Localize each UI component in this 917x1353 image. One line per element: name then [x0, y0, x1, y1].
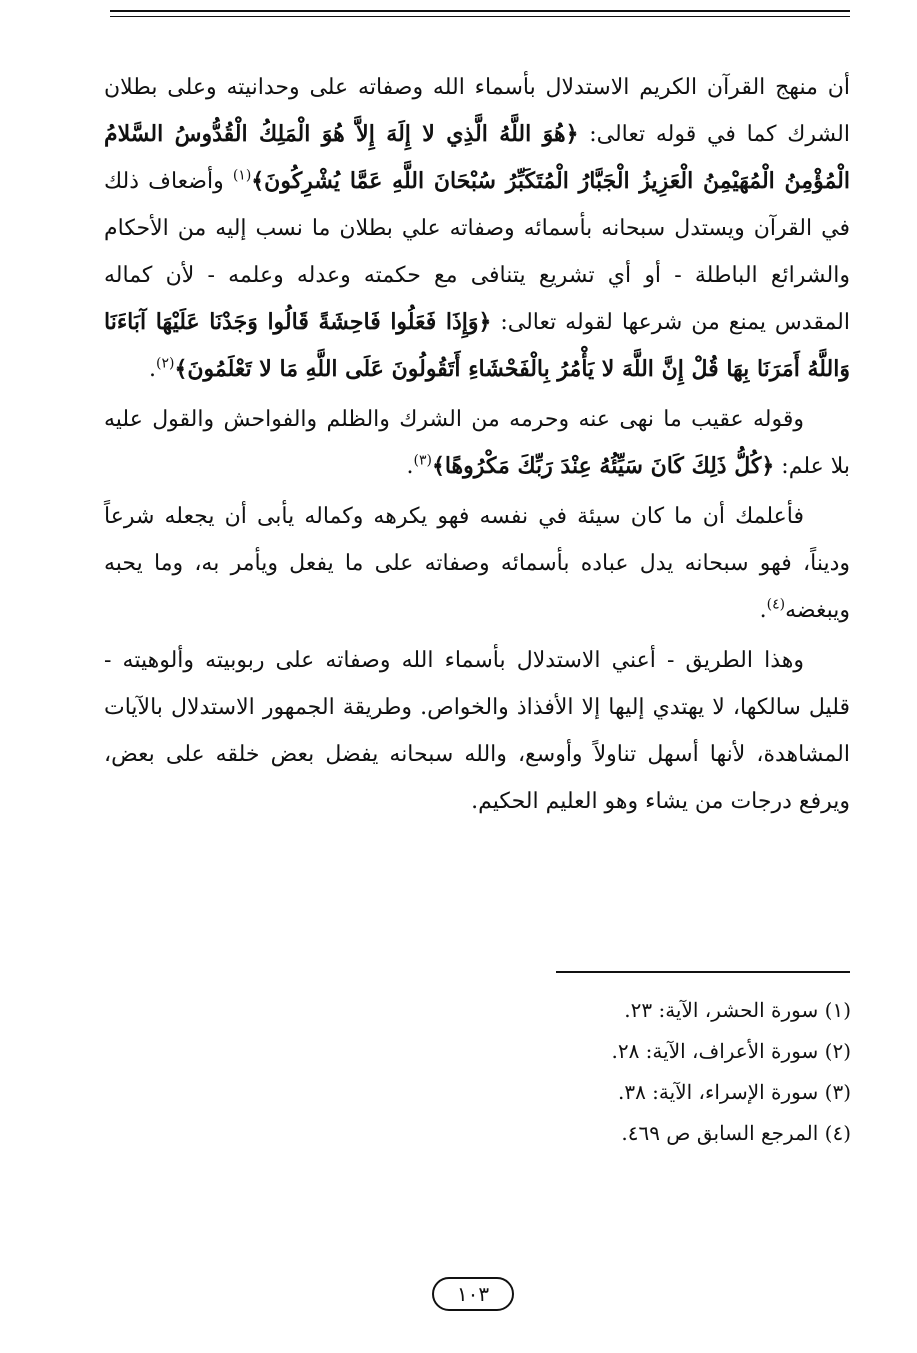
paragraph-text: .: [406, 454, 414, 479]
footnote-4: (٤) المرجع السابق ص ٤٦٩.: [621, 1121, 851, 1145]
footnote-marker: (١): [232, 167, 252, 184]
quran-verse: ﴿كُلُّ ذَلِكَ كَانَ سَيِّئُهُ عِنْدَ رَبِّكَ مَكْرُوهًا﴾: [431, 453, 775, 479]
body-text: [104, 64, 850, 828]
paragraph-text: .: [759, 598, 767, 623]
page-number: ١٠٣: [432, 1277, 514, 1311]
paragraph-text: أن منهج القرآن الكريم الاستدلال بأسماء الله وصفاته على وحدانيته وعلى بطلان الشرك كما في قوله تعالى:: [104, 75, 850, 147]
header-rule-thick: [110, 10, 850, 12]
paragraph-text: .: [149, 357, 156, 382]
paragraph: [104, 64, 850, 393]
footnote-marker: (٤): [766, 596, 786, 613]
quran-verse: ﴿وَإِذَا فَعَلُوا فَاحِشَةً قَالُوا وَجَدْنَا عَلَيْهَا آبَاءَنَا وَاللَّهُ أَمَرَنَا بِهَا قُلْ إِنَّ اللَّهَ لا يَأْمُرُ بِالْفَحْشَاءِ أَتَقُولُونَ عَلَى اللَّهِ مَا لا تَعْلَمُونَ﴾: [104, 309, 850, 382]
footnote-1: (١) سورة الحشر، الآية: ٢٣.: [624, 998, 851, 1022]
footnote-2: (٢) سورة الأعراف، الآية: ٢٨.: [611, 1039, 851, 1063]
paragraph: [104, 396, 850, 490]
header-rule-thin: [110, 16, 850, 17]
paragraph: [104, 493, 850, 634]
footnote-3: (٣) سورة الإسراء، الآية: ٣٨.: [617, 1080, 851, 1104]
paragraph: [104, 637, 850, 825]
paragraph-text: وهذا الطريق - أعني الاستدلال بأسماء الله وصفاته على ربوبيته وألوهيته - قليل سالكها، لا يهتدي إليها إلا الأفذاذ والخواص. وطريقة الجمهور الاستدلال بالآيات المشاهدة، لأنها أسهل تناولاً وأوسع، والله سبحانه يفضل بعض خلقه على بعض، ويرفع درجات من يشاء وهو العليم الحكيم.: [104, 648, 850, 814]
quran-verse: ﴿هُوَ اللَّهُ الَّذِي لا إِلَهَ إِلاَّ هُوَ الْمَلِكُ الْقُدُّوسُ السَّلامُ الْمُؤْمِنُ الْمُهَيْمِنُ الْعَزِيزُ الْجَبَّارُ الْمُتَكَبِّرُ سُبْحَانَ اللَّهِ عَمَّا يُشْرِكُونَ﴾: [104, 121, 850, 194]
paragraph-text: وقوله عقيب ما نهى عنه وحرمه من الشرك والظلم والفواحش والقول عليه بلا علم:: [104, 407, 850, 479]
footnotes: [431, 990, 851, 1154]
paragraph-text: وأضعاف ذلك في القرآن ويستدل سبحانه بأسمائه وصفاته علي بطلان ما نسب إليه من الأحكام والشرائع الباطلة - أو أي تشريع يتنافى مع حكمته وعدله وعلمه - لأن كماله المقدس يمنع من شرعها لقوله تعالى:: [104, 169, 850, 335]
footnote-marker: (٢): [156, 355, 175, 372]
footnote-separator: [556, 971, 850, 973]
footnote-marker: (٣): [413, 452, 432, 469]
paragraph-text: فأعلمك أن ما كان سيئة في نفسه فهو يكرهه وكماله يأبى أن يجعله شرعاً وديناً، فهو سبحانه يدل عباده بأسمائه وصفاته على ما يفعل ويأمر به، وما يحبه ويبغضه: [104, 504, 851, 623]
